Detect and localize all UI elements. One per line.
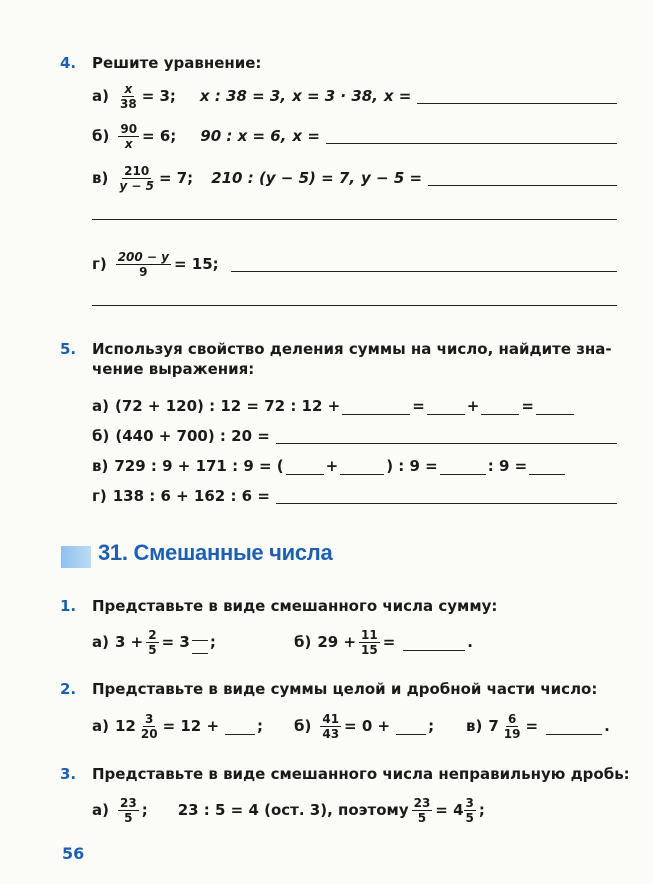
ex5-v-blank-1[interactable]	[286, 458, 324, 475]
ex4-v-fraction: $\frac{210}{y - 5}$	[119, 163, 154, 193]
ex5-a-blank-1[interactable]	[342, 398, 410, 415]
ex4-b-answer-line[interactable]	[326, 142, 617, 144]
ex5-g-answer-line[interactable]	[276, 502, 617, 504]
s1-title: Представьте в виде смешанного числа сумму:	[92, 597, 498, 615]
s1-number: 1.	[60, 597, 77, 615]
s2-v-row: в) 7 $\frac{6}{19}$ = .	[466, 711, 610, 741]
ex4-g-row: г) $\frac{200 - y}{9}$ = 15;	[92, 244, 617, 284]
ex5-v-blank-4[interactable]	[529, 458, 565, 475]
ex4-g-fraction: $\frac{200 - y}{9}$	[117, 249, 169, 279]
s2-b-blank[interactable]	[396, 718, 426, 735]
s3-a-fraction-2: $\frac{23}{5}$	[413, 795, 431, 825]
s3-number: 3.	[60, 765, 77, 783]
s2-a-mixed-number: 12 $\frac{3}{20}$	[114, 711, 158, 741]
s3-a-fraction: $\frac{23}{5}$	[119, 795, 137, 825]
s2-b-fraction: $\frac{41}{43}$	[322, 711, 340, 741]
ex4-a-row: а) $\frac{x}{38}$ = 3; x : 38 = 3, x = 3 · 38, x =	[92, 76, 617, 116]
ex4-g-extra-line[interactable]	[92, 305, 617, 306]
s1-a-fraction: $\frac{2}{5}$	[148, 627, 157, 657]
s3-title: Представьте в виде смешанного числа неправильную дробь:	[92, 765, 630, 783]
s2-a-blank[interactable]	[225, 718, 255, 735]
s2-v-blank[interactable]	[546, 718, 602, 735]
ex4-a-answer-line[interactable]	[417, 102, 617, 104]
ex5-g-row: г) 138 : 6 + 162 : 6 =	[92, 476, 617, 516]
ex4-g-answer-line[interactable]	[231, 270, 617, 272]
ex5-b-row: б) (440 + 700) : 20 =	[92, 416, 617, 456]
s1-b-fraction: $\frac{11}{15}$	[361, 627, 378, 657]
s2-title: Представьте в виде суммы целой и дробной части число:	[92, 680, 598, 698]
page-number: 56	[62, 844, 85, 863]
exercise-5-number: 5.	[60, 340, 77, 358]
section-marker	[61, 546, 91, 568]
section-title: 31. Смешанные числа	[98, 540, 333, 565]
ex4-b-row: б) $\frac{90}{x}$ = 6; 90 : x = 6, x =	[92, 116, 617, 156]
ex5-a-blank-3[interactable]	[481, 398, 519, 415]
ex4-v-answer-line[interactable]	[428, 184, 617, 186]
ex5-a-blank-2[interactable]	[427, 398, 465, 415]
s3-a-row: а) $\frac{23}{5}$ ; 23 : 5 = 4 (ост. 3), поэтому $\frac{23}{5}$ = 4 $\frac{3}{5}$ ;	[92, 795, 485, 825]
ex5-v-blank-3[interactable]	[440, 458, 486, 475]
s2-b-row: б) $\frac{41}{43}$ = 0 + ;	[294, 711, 435, 741]
s2-v-mixed-number: 7 $\frac{6}{19}$	[488, 711, 521, 741]
s2-number: 2.	[60, 680, 77, 698]
ex5-a-blank-4[interactable]	[536, 398, 574, 415]
s3-a-result-fraction: $\frac{3}{5}$	[465, 795, 474, 825]
ex4-a-label: а)	[92, 87, 109, 105]
s1-b-blank[interactable]	[403, 634, 465, 651]
s1-a-row: а) 3 + $\frac{2}{5}$ = 3 ;	[92, 627, 216, 657]
exercise-5-title-line1: Используя свойство деления суммы на число, найдите зна-	[92, 340, 612, 358]
s1-a-blank-fraction[interactable]	[192, 630, 208, 654]
s2-a-row: а) 12 $\frac{3}{20}$ = 12 + ;	[92, 711, 264, 741]
ex5-a-row: а) (72 + 120) : 12 = 72 : 12 + = + =	[92, 386, 617, 426]
ex4-v-extra-line[interactable]	[92, 219, 617, 220]
ex4-v-row: в) $\frac{210}{y - 5}$ = 7; 210 : (y − 5) = 7, y − 5 =	[92, 158, 617, 198]
exercise-4-number: 4.	[60, 54, 77, 72]
exercise-4-title: Решите уравнение:	[92, 54, 262, 72]
ex4-a-fraction: $\frac{x}{38}$	[119, 81, 137, 111]
ex5-b-answer-line[interactable]	[276, 442, 617, 444]
ex5-v-row: в) 729 : 9 + 171 : 9 = ( + ) : 9 = : 9 =	[92, 446, 617, 486]
ex4-b-fraction: $\frac{90}{x}$	[120, 121, 138, 151]
ex5-v-blank-2[interactable]	[340, 458, 384, 475]
s1-b-row: б) 29 + $\frac{11}{15}$ = .	[294, 627, 473, 657]
exercise-5-title-line2: чение выражения:	[92, 360, 255, 378]
